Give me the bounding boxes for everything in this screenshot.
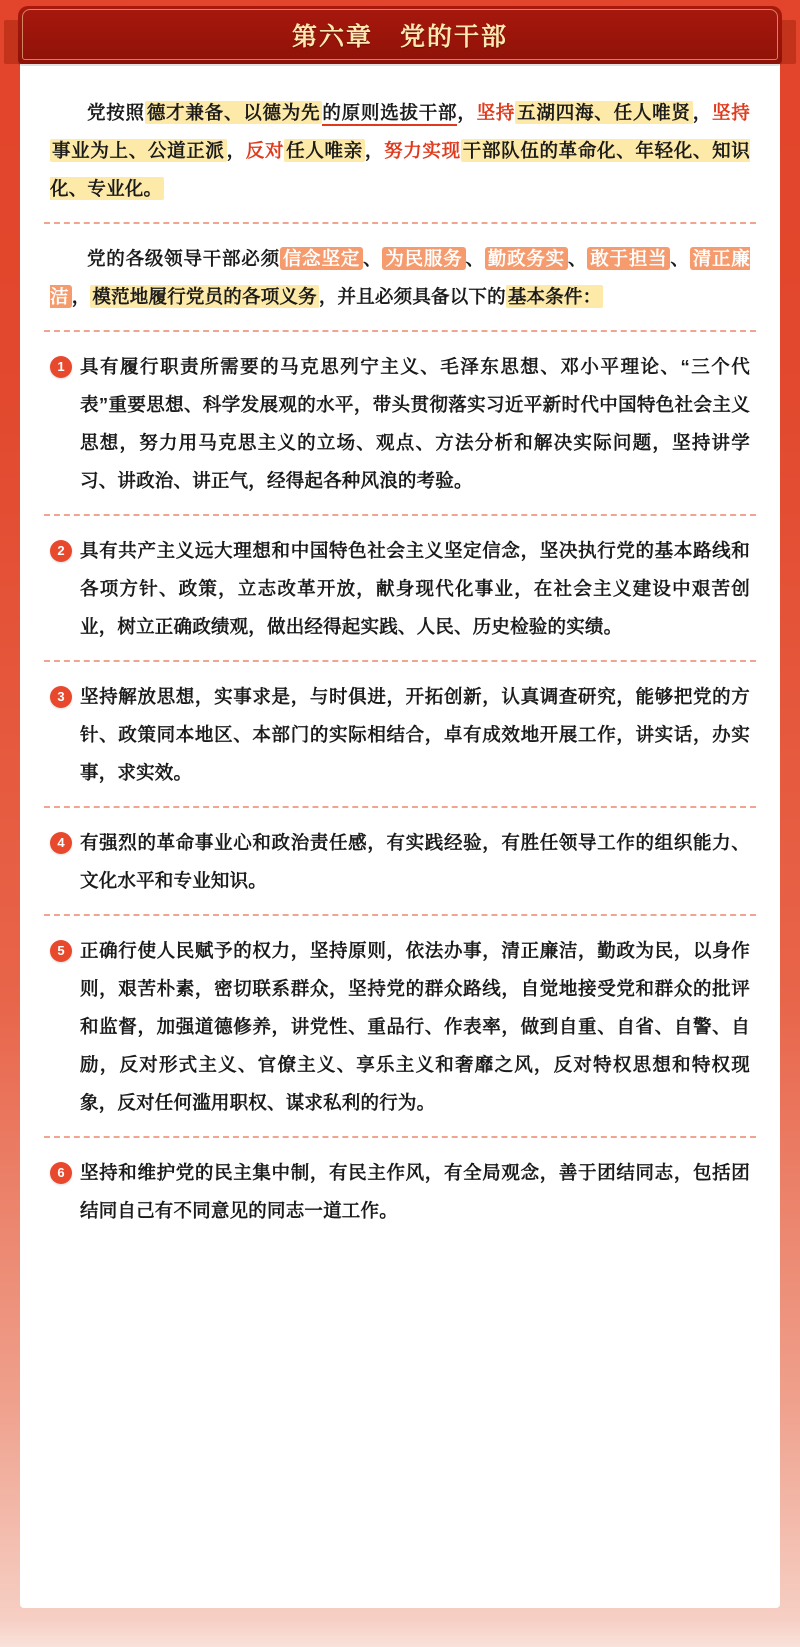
- text-run: ，: [71, 286, 91, 307]
- list-item: [42, 516, 758, 660]
- list-item: [42, 916, 758, 1136]
- highlight-wuhusihai: 五湖四海、任人唯贤: [517, 102, 691, 123]
- text-run: 、: [363, 248, 383, 269]
- highlight-qingzhenglianjie: 清正廉洁: [50, 248, 750, 307]
- paragraph-block-requirements: [42, 224, 758, 330]
- text-run: 的原则选拔干部: [322, 102, 457, 126]
- paragraph-selection-principle: [50, 94, 750, 208]
- text-run: 、: [465, 248, 485, 269]
- paragraph-basic-requirements: [50, 240, 750, 316]
- keyword-jianchi-1: 坚持: [476, 102, 516, 123]
- list-item-text: 坚持解放思想，实事求是，与时俱进，开拓创新，认真调查研究，能够把党的方针、政策同本地区、本部门的实际相结合，卓有成效地开展工作，讲实话，办实事，求实效。: [80, 686, 750, 783]
- text-run: ，: [692, 102, 712, 123]
- highlight-ganyudandang: 敢于担当: [587, 247, 670, 270]
- highlight-mofandilvxing: 模范地履行党员的各项义务: [92, 286, 317, 307]
- text-run: ，: [226, 140, 246, 161]
- highlight-jibentiaojian: 基本条件：: [507, 286, 602, 307]
- list-item-text: 具有共产主义远大理想和中国特色社会主义坚定信念，坚决执行党的基本路线和各项方针、政策，立志改革开放，献身现代化事业，在社会主义建设中艰苦创业，树立正确政绩观，做出经得起实践、人民、历史检验的实绩。: [80, 540, 750, 637]
- list-item: [42, 808, 758, 914]
- list-item-number: 5: [50, 940, 72, 962]
- highlight-decai-jianbei: 德才兼备、以德为先: [146, 102, 321, 123]
- text-run: 党的各级领导干部必须: [87, 248, 280, 269]
- highlight-ganbuduiwu: 干部队伍的革命化、年轻化、知识化、专业化。: [50, 140, 750, 199]
- highlight-weiminfuwu: 为民服务: [382, 247, 465, 270]
- list-item: [42, 1138, 758, 1244]
- banner-plate: [18, 6, 782, 64]
- text-run: ，: [457, 102, 477, 123]
- list-item-text: 具有履行职责所需要的马克思列宁主义、毛泽东思想、邓小平理论、“三个代表”重要思想、科学发展观的水平，带头贯彻落实习近平新时代中国特色社会主义思想，努力用马克思主义的立场、观点、方法分析和解决实际问题，坚持讲学习、讲政治、讲正气，经得起各种风浪的考验。: [80, 356, 750, 491]
- list-item-number: 6: [50, 1162, 72, 1184]
- content-card: [20, 8, 780, 1608]
- text-run: 、: [567, 248, 588, 269]
- chapter-banner: [4, 6, 796, 68]
- list-item-text: 正确行使人民赋予的权力，坚持原则，依法办事，清正廉洁，勤政为民，以身作则，艰苦朴素，密切联系群众，坚持党的群众路线，自觉地接受党和群众的批评和监督，加强道德修养，讲党性、重品行、作表率，做到自重、自省、自警、自励，反对形式主义、官僚主义、享乐主义和奢靡之风，反对特权思想和特权现象，反对任何滥用职权、谋求私利的行为。: [80, 940, 750, 1113]
- list-item-number: 4: [50, 832, 72, 854]
- highlight-shiyeweishang: 事业为上、公道正派: [52, 140, 225, 161]
- keyword-fandui: 反对: [245, 140, 285, 161]
- list-item: [42, 662, 758, 806]
- text-run: 党按照: [87, 102, 145, 123]
- list-item-text: 坚持和维护党的民主集中制，有民主作风，有全局观念，善于团结同志，包括团结同自己有不同意见的同志一道工作。: [80, 1162, 750, 1221]
- text-run: 、: [670, 248, 690, 269]
- text-run: ，并且必须具备以下的: [318, 286, 506, 307]
- banner-inner-frame: [22, 9, 778, 60]
- list-item: [42, 332, 758, 514]
- list-item-number: 3: [50, 686, 72, 708]
- highlight-qinzhengwushi: 勤政务实: [485, 247, 568, 270]
- page-title: 第六章 党的干部: [291, 22, 508, 51]
- list-item-number: 1: [50, 356, 72, 378]
- list-item-text: 有强烈的革命事业心和政治责任感，有实践经验，有胜任领导工作的组织能力、文化水平和专业知识。: [80, 832, 750, 891]
- highlight-renrenweiqin: 任人唯亲: [286, 140, 363, 161]
- keyword-jianchi-2: 坚持: [712, 102, 750, 123]
- list-item-number: 2: [50, 540, 72, 562]
- highlight-xinnianjianding: 信念坚定: [280, 247, 363, 270]
- text-run: ，: [364, 140, 385, 161]
- paragraph-block-selection: [42, 78, 758, 222]
- keyword-nulishixian: 努力实现: [384, 140, 461, 161]
